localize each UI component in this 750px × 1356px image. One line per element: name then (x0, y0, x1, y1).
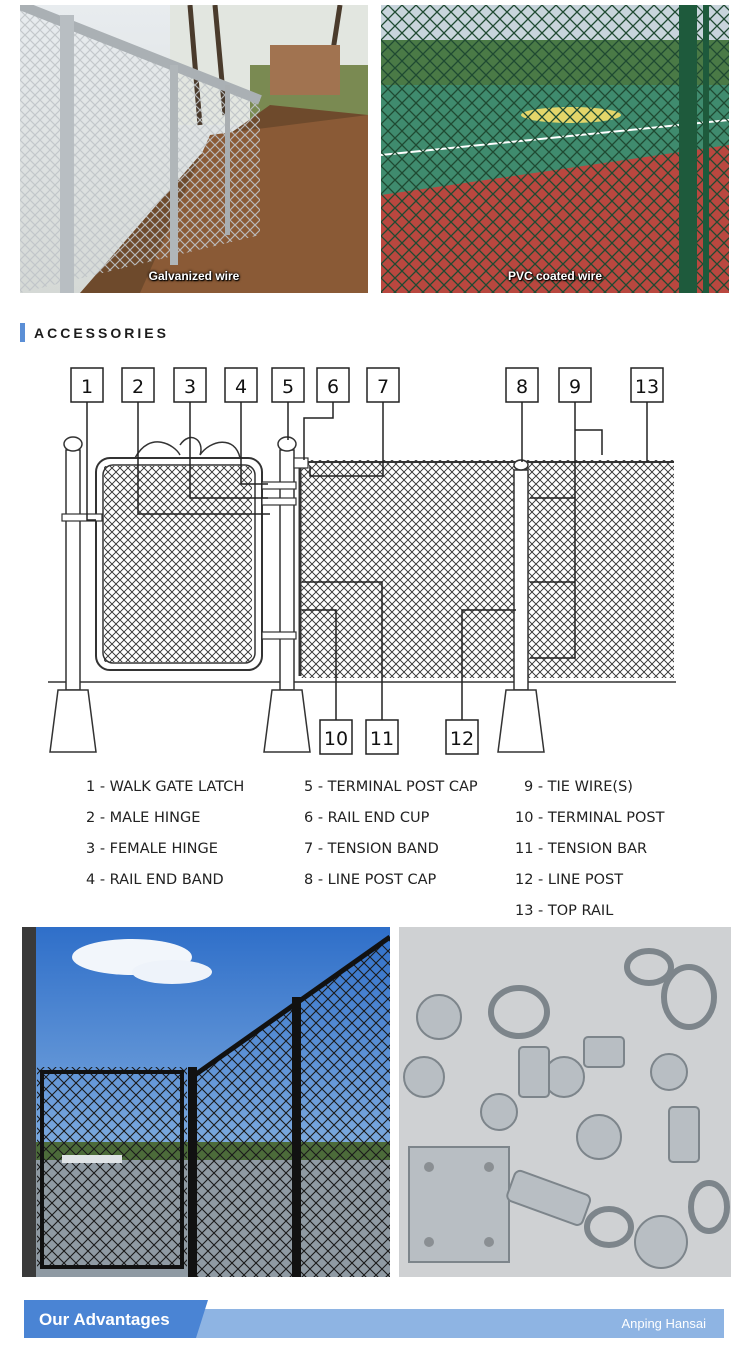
legend-column-2 (304, 772, 478, 896)
legend-item: 8 - LINE POST CAP (304, 872, 437, 888)
legend-item: 10 - TERMINAL POST (515, 810, 665, 826)
accessories-header (20, 323, 169, 342)
callout-5: 5 (281, 376, 295, 398)
brand-name: Anping Hansai (621, 1316, 706, 1331)
legend-item: 7 - TENSION BAND (304, 841, 439, 857)
callout-2: 2 (131, 376, 145, 398)
legend-item: 5 - TERMINAL POST CAP (304, 779, 478, 795)
pvc-caption: PVC coated wire (507, 269, 603, 283)
legend-item: 3 - FEMALE HINGE (86, 841, 218, 857)
callout-12: 12 (449, 728, 475, 750)
legend-item: 12 - LINE POST (515, 872, 624, 888)
callout-13: 13 (634, 376, 660, 398)
accessories-title: ACCESSORIES (34, 324, 169, 341)
legend-column-1 (86, 772, 244, 896)
legend-item: 4 - RAIL END BAND (86, 872, 224, 888)
callout-1: 1 (80, 376, 94, 398)
accessories-diagram (0, 355, 750, 765)
callout-9: 9 (568, 376, 582, 398)
callout-8: 8 (515, 376, 529, 398)
fittings-photo (399, 927, 731, 1277)
callout-4: 4 (234, 376, 248, 398)
callout-11: 11 (369, 728, 395, 750)
legend-item: 13 - TOP RAIL (515, 903, 614, 919)
legend-item: 9 - TIE WIRE(S) (524, 779, 633, 795)
galvanized-wire-photo (20, 5, 368, 293)
legend-item: 6 - RAIL END CUP (304, 810, 430, 826)
advantages-title: Our Advantages (39, 1310, 170, 1329)
callout-7: 7 (376, 376, 390, 398)
callout-6: 6 (326, 376, 340, 398)
pvc-wire-photo (381, 5, 729, 293)
callout-3: 3 (183, 376, 197, 398)
legend-item: 11 - TENSION BAR (515, 841, 648, 857)
galvanized-caption: Galvanized wire (148, 269, 240, 283)
section-accent-bar (20, 323, 25, 342)
legend-item: 1 - WALK GATE LATCH (86, 779, 245, 795)
legend-column-3 (515, 772, 664, 927)
legend-item: 2 - MALE HINGE (86, 810, 201, 826)
callout-10: 10 (323, 728, 349, 750)
black-fence-photo (22, 927, 390, 1277)
